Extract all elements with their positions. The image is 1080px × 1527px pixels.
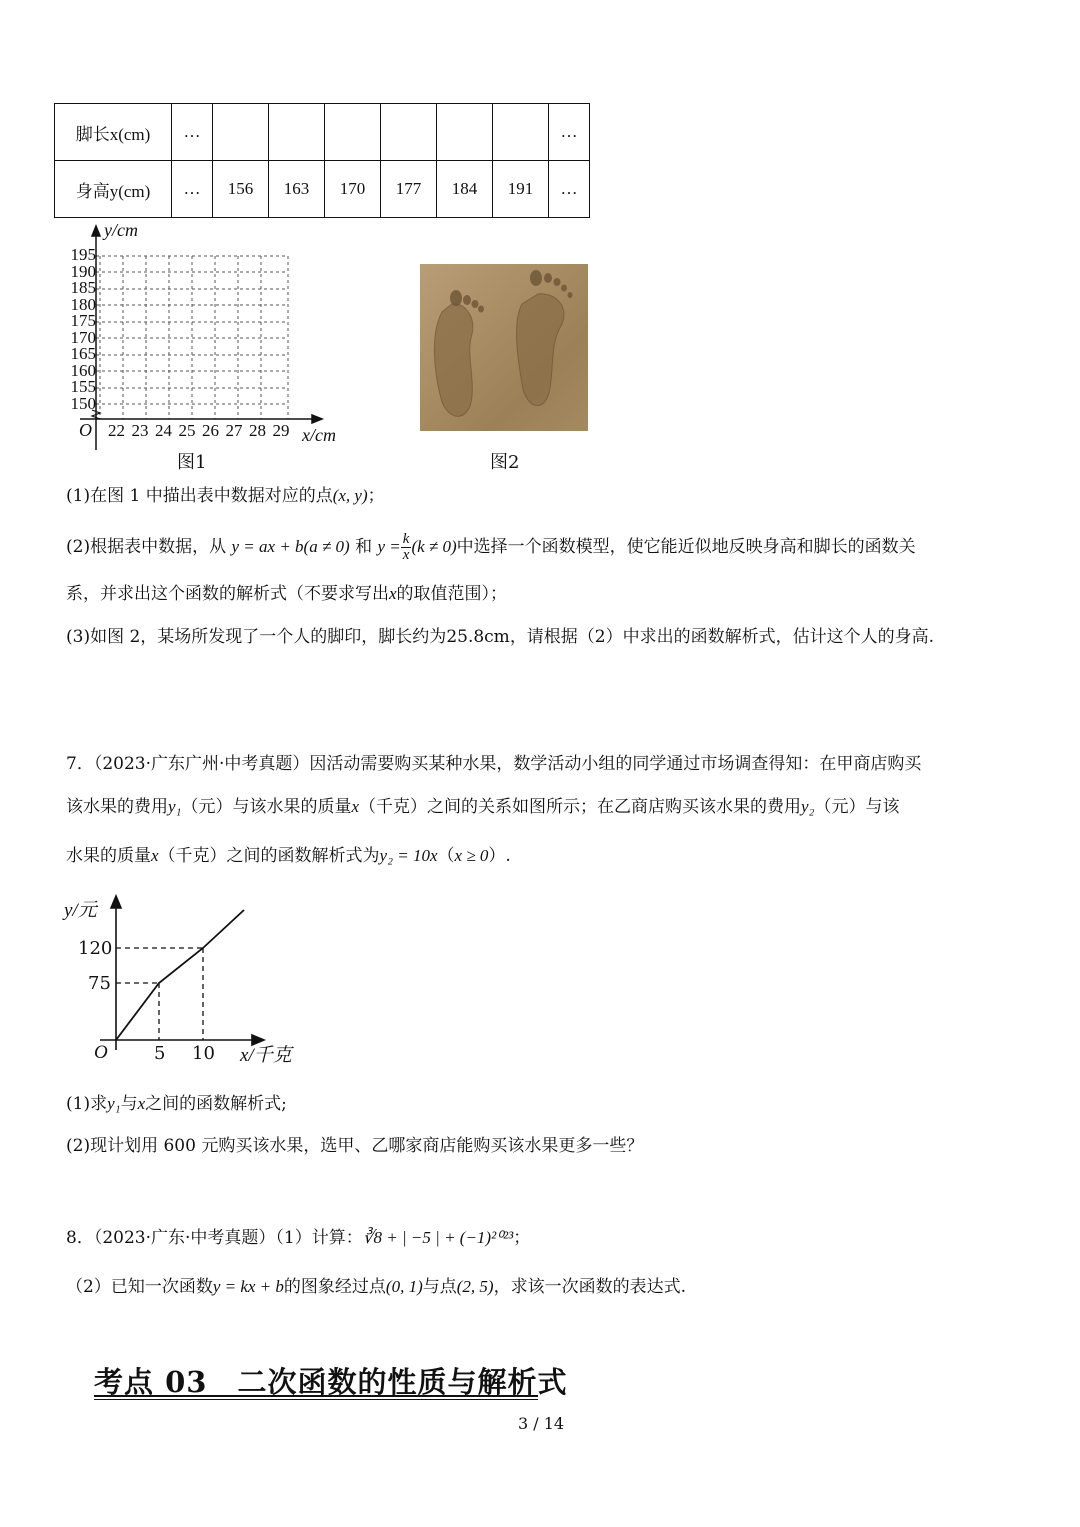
point-1: (0, 1) xyxy=(385,1277,423,1296)
table-cell: … xyxy=(172,161,213,218)
q7-line3-c: （ xyxy=(437,846,455,866)
q6-part2-text: (2)根据表中数据，从 xyxy=(66,537,227,557)
linear-model: y = ax + b(a ≠ 0) xyxy=(231,537,350,556)
inverse-model-rhs: (k ≠ 0) xyxy=(411,537,457,556)
y-tick: 195 xyxy=(70,245,96,264)
q8-line2-c: 与点 xyxy=(422,1277,457,1297)
x-tick: 27 xyxy=(225,421,243,440)
q6-part2-text-b: 中选择一个函数模型，使它能近似地反映身高和脚长的函数关 xyxy=(456,537,916,557)
q7-y-tick: 75 xyxy=(88,973,111,994)
x-tick: 24 xyxy=(155,421,172,440)
footprint-image xyxy=(420,264,588,431)
figure-1-grid xyxy=(60,222,360,450)
q7-line3 xyxy=(66,846,511,866)
q7-x-tick: 5 xyxy=(154,1043,166,1064)
table-cell: … xyxy=(549,104,590,161)
fig1-y-axis-label: y/cm xyxy=(104,220,138,240)
var-y2: y₂ xyxy=(801,797,815,816)
table-cell xyxy=(381,104,437,161)
x-tick: 26 xyxy=(202,421,219,440)
y-tick: 165 xyxy=(70,344,96,363)
q7-y-axis-label: y/元 xyxy=(64,900,97,921)
fraction-denominator: x xyxy=(402,547,410,563)
q6-part3-text: (3)如图 2，某场所发现了一个人的脚印，脚长约为 xyxy=(66,627,447,647)
q8-line1-a: 8．（2023·广东·中考真题）（1）计算： xyxy=(66,1228,363,1248)
var-x: x xyxy=(137,1094,146,1113)
y-tick: 175 xyxy=(70,311,96,330)
x-tick: 28 xyxy=(249,421,266,440)
q8-line2-a: （2）已知一次函数 xyxy=(66,1277,213,1297)
table-cell: … xyxy=(172,104,213,161)
inverse-model-lhs: y = xyxy=(377,537,401,556)
q7-origin: O xyxy=(94,1042,108,1063)
table-cell xyxy=(325,104,381,161)
q7-line1: 7．（2023·广东广州·中考真题）因活动需要购买某种水果，数学活动小组的同学通过市场调查得知：在甲商店购买 xyxy=(66,754,922,774)
table-cell: 184 xyxy=(437,161,493,218)
q7-sub1-a: (1)求 xyxy=(66,1094,108,1114)
fig1-origin: O xyxy=(79,420,92,440)
y-tick: 155 xyxy=(70,377,96,396)
table-cell: 156 xyxy=(213,161,269,218)
heading-underline xyxy=(94,1395,538,1397)
q8-line2-b: 的图象经过点 xyxy=(283,1277,386,1297)
var-x: x xyxy=(389,584,397,603)
point-2: (2, 5) xyxy=(456,1277,494,1296)
x-tick: 29 xyxy=(272,421,290,440)
fig1-x-axis-label: x/cm xyxy=(302,425,336,445)
q6-part3-text-b: ，请根据（2）中求出的函数解析式，估计这个人的身高. xyxy=(509,627,935,647)
page-number: 3 / 14 xyxy=(518,1414,565,1433)
table-row xyxy=(55,161,590,218)
y-tick: 185 xyxy=(70,278,96,297)
row-label-foot-length: 脚长x(cm) xyxy=(55,104,172,161)
q7-x-tick: 10 xyxy=(192,1043,215,1064)
q6-and: 和 xyxy=(355,537,373,557)
q6-part2-line2 xyxy=(66,584,507,604)
q7-x-axis-label: x/千克 xyxy=(240,1045,292,1066)
var-x: x xyxy=(351,797,360,816)
table-cell xyxy=(493,104,549,161)
footprint-photo xyxy=(420,264,588,431)
q7-sub1-c: 之间的函数解析式; xyxy=(145,1094,287,1114)
q7-line2-a: 该水果的费用 xyxy=(66,797,168,817)
table-cell xyxy=(269,104,325,161)
table-cell: 163 xyxy=(269,161,325,218)
q8-line2 xyxy=(66,1277,686,1297)
table-cell: 191 xyxy=(493,161,549,218)
table-row xyxy=(55,104,590,161)
x-tick: 22 xyxy=(108,421,125,440)
q6-part2-text-c-end: 的取值范围）； xyxy=(396,584,508,604)
q7-line2-d: （元）与该 xyxy=(814,797,900,817)
section-heading: 考点 03 二次函数的性质与解析式 xyxy=(94,1365,568,1399)
row-label-height: 身高y(cm) xyxy=(55,161,172,218)
q6-part3 xyxy=(66,627,934,647)
x-tick: 25 xyxy=(178,421,196,440)
q7-sub1-b: 与 xyxy=(120,1094,138,1114)
q7-line3-b: （千克）之间的函数解析式为 xyxy=(158,846,380,866)
x-tick: 23 xyxy=(131,421,149,440)
fig2-caption: 图2 xyxy=(490,452,520,473)
heading-underline-thin xyxy=(94,1399,538,1400)
y-tick: 160 xyxy=(70,360,96,380)
var-y1: y₁ xyxy=(107,1094,121,1113)
q7-y-tick: 120 xyxy=(78,938,113,959)
q8-line2-d: ，求该一次函数的表达式. xyxy=(493,1277,686,1297)
q7-line2-c: （千克）之间的关系如图所示；在乙商店购买该水果的费用 xyxy=(359,797,802,817)
q6-part1-text: (1)在图 1 中描出表中数据对应的点 xyxy=(66,486,333,506)
q8-expression: ∛8 + | −5 | + (−1)²⁰²³ xyxy=(362,1228,514,1247)
q8-line1-end: ； xyxy=(513,1228,531,1248)
table-cell: … xyxy=(549,161,590,218)
linear-equation: y = kx + b xyxy=(212,1277,284,1296)
table-cell xyxy=(437,104,493,161)
fig1-y-ticks xyxy=(64,247,96,412)
y-tick: 150 xyxy=(70,393,96,413)
q6-part1-point: (x, y) xyxy=(332,486,368,505)
fig1-caption: 图1 xyxy=(177,452,207,473)
var-x: x xyxy=(151,846,159,865)
fig1-x-ticks xyxy=(108,421,296,441)
inverse-fraction xyxy=(401,532,412,563)
q7-sub1 xyxy=(66,1094,287,1114)
table-cell xyxy=(213,104,269,161)
q6-part1-end: ； xyxy=(367,486,385,506)
q7-line2-b: （元）与该水果的质量 xyxy=(181,797,352,817)
q7-line2 xyxy=(66,797,899,817)
var-y1: y₁ xyxy=(168,797,182,816)
table-cell: 170 xyxy=(325,161,381,218)
q7-line3-a: 水果的质量 xyxy=(66,846,151,866)
q7-line3-d: ）. xyxy=(488,846,511,866)
y-tick: 170 xyxy=(70,327,96,347)
q6-part2-line1 xyxy=(66,532,916,563)
y2-equation: y₂ = 10x xyxy=(379,846,438,865)
table-cell: 177 xyxy=(381,161,437,218)
foot-length-value: 25.8cm xyxy=(446,627,510,647)
y-tick: 180 xyxy=(70,294,96,314)
y1-cost-line xyxy=(116,910,244,1040)
q8-line1 xyxy=(66,1228,530,1248)
y-tick: 190 xyxy=(70,261,96,281)
q6-part1 xyxy=(66,486,385,506)
q7-sub2: (2)现计划用 600 元购买该水果，选甲、乙哪家商店能购买该水果更多一些？ xyxy=(66,1136,644,1156)
q6-part2-text-c: 系，并求出这个函数的解析式（不要求写出 xyxy=(66,584,389,604)
domain-condition: x ≥ 0 xyxy=(454,846,489,865)
foot-height-table xyxy=(54,103,590,218)
fraction-numerator: k xyxy=(402,531,410,547)
